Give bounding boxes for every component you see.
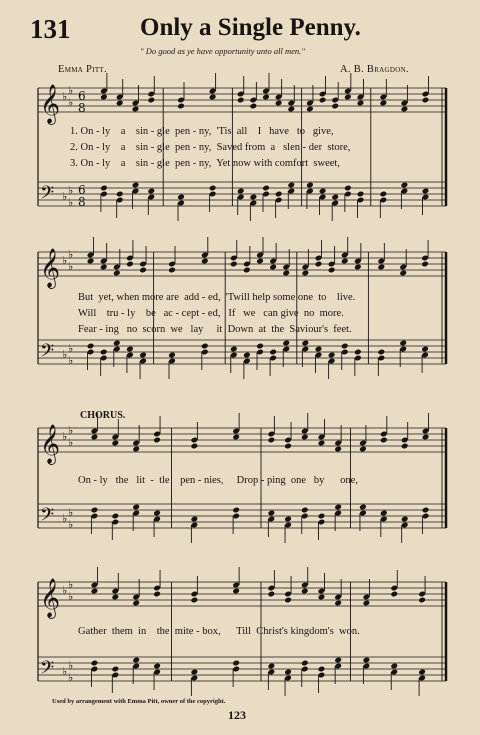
note-head: [334, 446, 342, 453]
note-head: [315, 261, 323, 268]
note-head: [209, 94, 217, 101]
note-head: [269, 264, 277, 271]
note-head: [284, 516, 292, 523]
note-head: [243, 267, 251, 274]
note-head: [256, 343, 264, 350]
note-head: [168, 352, 176, 359]
flat-sign-icon: ♭: [62, 254, 68, 267]
note-head: [113, 340, 121, 347]
note-head: [344, 94, 352, 101]
note-head: [177, 103, 185, 110]
note-head: [250, 103, 258, 110]
treble-clef-icon: 𝄞: [40, 424, 61, 464]
note-head: [87, 258, 95, 265]
note-head: [100, 94, 108, 101]
flat-sign-icon: ♭: [68, 671, 74, 684]
note-head: [341, 258, 349, 265]
note-head: [378, 264, 386, 271]
note-head: [91, 588, 99, 595]
note-head: [334, 504, 342, 511]
note-head: [237, 97, 245, 104]
note-head: [230, 346, 238, 353]
note-head: [232, 660, 240, 667]
note-head: [191, 516, 199, 523]
note-head: [401, 443, 409, 450]
note-head: [401, 516, 409, 523]
note-head: [422, 507, 430, 514]
note-head: [132, 504, 140, 511]
note-head: [334, 600, 342, 607]
note-head: [116, 191, 124, 198]
note-head: [421, 346, 429, 353]
note-head: [390, 591, 398, 598]
note-head: [243, 352, 251, 359]
note-head: [147, 97, 155, 104]
note-head: [262, 94, 270, 101]
note-head: [418, 669, 426, 676]
note-head: [111, 513, 119, 520]
note-head: [132, 600, 140, 607]
note-head: [359, 446, 367, 453]
note-head: [232, 588, 240, 595]
note-head: [359, 504, 367, 511]
flat-sign-icon: ♭: [62, 430, 68, 443]
note-head: [113, 270, 121, 277]
note-head: [275, 100, 283, 107]
note-head: [284, 443, 292, 450]
note-head: [111, 666, 119, 673]
note-head: [268, 510, 276, 517]
note-head: [354, 264, 362, 271]
note-head: [318, 513, 326, 520]
note-head: [318, 440, 326, 447]
note-head: [399, 270, 407, 277]
flat-sign-icon: ♭: [68, 184, 74, 197]
note-head: [318, 594, 326, 601]
flat-sign-icon: ♭: [68, 436, 74, 449]
note-head: [139, 352, 147, 359]
note-head: [147, 188, 155, 195]
note-head: [401, 106, 409, 113]
time-signature-bottom: 8: [78, 101, 86, 115]
note-head: [341, 343, 349, 350]
flat-sign-icon: ♭: [62, 348, 68, 361]
flat-sign-icon: ♭: [62, 584, 68, 597]
lyric-line-chorus-a: On - ly the lit - tle pen - nies, Drop - ping one by one,: [78, 475, 358, 486]
note-head: [268, 437, 276, 444]
note-head: [318, 666, 326, 673]
note-head: [100, 264, 108, 271]
note-head: [177, 194, 185, 201]
note-head: [268, 663, 276, 670]
note-head: [380, 191, 388, 198]
note-head: [282, 340, 290, 347]
note-head: [262, 185, 270, 192]
note-head: [111, 440, 119, 447]
note-head: [232, 434, 240, 441]
note-head: [302, 270, 310, 277]
note-head: [334, 657, 342, 664]
note-head: [275, 191, 283, 198]
note-head: [268, 591, 276, 598]
treble-clef-icon: 𝄞: [40, 578, 61, 618]
note-head: [306, 182, 314, 189]
flat-sign-icon: ♭: [68, 248, 74, 261]
note-head: [399, 340, 407, 347]
note-head: [132, 182, 140, 189]
note-head: [91, 660, 99, 667]
note-head: [380, 510, 388, 517]
note-head: [422, 97, 430, 104]
note-head: [319, 97, 327, 104]
note-head: [230, 261, 238, 268]
note-head: [132, 106, 140, 113]
note-head: [168, 267, 176, 274]
note-head: [250, 194, 258, 201]
lyric-line-verse2-a: 2. On - ly a sin - gle pen - ny, Saved from a slen - der store,: [70, 142, 351, 153]
note-head: [126, 261, 134, 268]
note-head: [91, 434, 99, 441]
note-head: [132, 446, 140, 453]
note-head: [111, 594, 119, 601]
note-head: [287, 106, 295, 113]
note-head: [232, 507, 240, 514]
note-head: [201, 343, 209, 350]
note-head: [100, 349, 108, 356]
note-head: [319, 188, 327, 195]
note-head: [422, 188, 430, 195]
note-head: [380, 437, 388, 444]
copyright-notice: Used by arrangement with Emma Pitt, owner of the copyright.: [52, 698, 226, 705]
note-head: [256, 258, 264, 265]
flat-sign-icon: ♭: [68, 196, 74, 209]
bass-clef-icon: 𝄢: [40, 658, 55, 683]
flat-sign-icon: ♭: [68, 354, 74, 367]
note-head: [191, 597, 199, 604]
note-head: [301, 434, 309, 441]
flat-sign-icon: ♭: [68, 424, 74, 437]
note-head: [301, 660, 309, 667]
note-head: [116, 100, 124, 107]
note-head: [363, 657, 371, 664]
flat-sign-icon: ♭: [68, 342, 74, 355]
note-head: [237, 188, 245, 195]
note-head: [331, 194, 339, 201]
lyric-line-verse3-b: Fear - ing no scorn we lay it Down at the Saviour's feet.: [78, 324, 352, 335]
flat-sign-icon: ♭: [62, 512, 68, 525]
flat-sign-icon: ♭: [62, 190, 68, 203]
flat-sign-icon: ♭: [68, 659, 74, 672]
flat-sign-icon: ♭: [68, 506, 74, 519]
flat-sign-icon: ♭: [62, 665, 68, 678]
time-signature-top: 6: [78, 89, 86, 103]
flat-sign-icon: ♭: [68, 260, 74, 273]
composer-credit: A. B. Bragdon.: [340, 64, 409, 75]
note-head: [390, 663, 398, 670]
note-head: [282, 270, 290, 277]
lyric-line-chorus-b: Gather them in the mite - box, Till Christ's kingdom's won.: [78, 626, 360, 637]
epigraph: " Do good as ye have opportunity unto all men.": [140, 46, 305, 56]
note-head: [302, 340, 310, 347]
note-head: [153, 437, 161, 444]
note-head: [153, 663, 161, 670]
note-head: [132, 657, 140, 664]
note-head: [357, 100, 365, 107]
note-head: [315, 346, 323, 353]
flat-sign-icon: ♭: [68, 590, 74, 603]
treble-clef-icon: 𝄞: [40, 84, 61, 124]
note-head: [301, 507, 309, 514]
bass-clef-icon: 𝄢: [40, 505, 55, 530]
flat-sign-icon: ♭: [68, 578, 74, 591]
note-head: [422, 434, 430, 441]
hymn-number: 131: [30, 14, 71, 44]
time-signature-top: 6: [78, 183, 86, 197]
note-head: [357, 191, 365, 198]
note-head: [153, 591, 161, 598]
lyricist-credit: Emma Pitt.: [58, 64, 107, 75]
flat-sign-icon: ♭: [68, 84, 74, 97]
note-head: [191, 443, 199, 450]
lyric-line-verse3-a: 3. On - ly a sin - gle pen - ny, Yet now with comfort sweet,: [70, 158, 340, 169]
note-head: [100, 185, 108, 192]
note-head: [401, 182, 409, 189]
note-head: [269, 349, 277, 356]
note-head: [91, 507, 99, 514]
note-head: [331, 103, 339, 110]
note-head: [363, 600, 371, 607]
note-head: [421, 261, 429, 268]
note-head: [153, 510, 161, 517]
lyric-line-verse1-b: But yet, when more are add - ed, 'Twill help some one to live.: [78, 292, 356, 303]
time-signature-bottom: 8: [78, 195, 86, 209]
note-head: [126, 346, 134, 353]
note-head: [139, 267, 147, 274]
lyric-line-verse2-b: Will tru - ly be ac - cept - ed, If we can give no more.: [78, 308, 344, 319]
bass-clef-icon: 𝄢: [40, 183, 55, 208]
treble-clef-icon: 𝄞: [40, 248, 61, 288]
note-head: [301, 588, 309, 595]
note-head: [380, 100, 388, 107]
flat-sign-icon: ♭: [68, 96, 74, 109]
note-head: [201, 258, 209, 265]
note-head: [284, 597, 292, 604]
flat-sign-icon: ♭: [62, 90, 68, 103]
note-head: [287, 182, 295, 189]
note-head: [209, 185, 217, 192]
note-head: [378, 349, 386, 356]
note-head: [328, 352, 336, 359]
note-head: [306, 106, 314, 113]
note-head: [328, 267, 336, 274]
note-head: [87, 343, 95, 350]
bass-clef-icon: 𝄢: [40, 341, 55, 366]
hymn-title: Only a Single Penny.: [140, 14, 361, 41]
page-number: 123: [228, 708, 246, 722]
note-head: [354, 349, 362, 356]
note-head: [191, 669, 199, 676]
note-head: [284, 669, 292, 676]
lyric-line-verse1-a: 1. On - ly a sin - gle pen - ny, 'Tis all I have to give,: [70, 126, 334, 137]
note-head: [344, 185, 352, 192]
note-head: [418, 597, 426, 604]
chorus-label: CHORUS.: [80, 410, 126, 421]
flat-sign-icon: ♭: [68, 518, 74, 531]
